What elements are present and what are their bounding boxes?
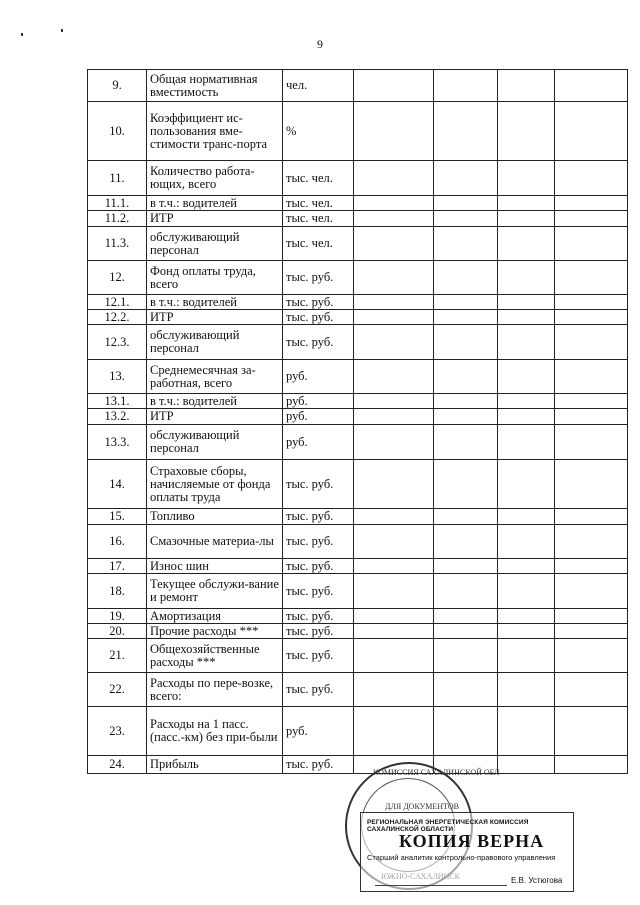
empty-value-cell (498, 310, 555, 325)
table-row (88, 624, 628, 639)
empty-value-cell (354, 673, 434, 707)
row-indicator-name: Смазочные материа-лы (147, 525, 283, 559)
row-indicator-name: Общая нормативная вместимость (147, 70, 283, 102)
empty-value-cell (498, 161, 555, 196)
row-unit: тыс. руб. (283, 559, 354, 574)
empty-value-cell (434, 196, 498, 211)
table-row (88, 227, 628, 261)
empty-value-cell (354, 161, 434, 196)
empty-value-cell (434, 409, 498, 425)
empty-value-cell (354, 325, 434, 360)
cost-table (87, 69, 628, 774)
empty-value-cell (555, 509, 628, 525)
empty-value-cell (498, 707, 555, 756)
empty-value-cell (555, 227, 628, 261)
table-row (88, 310, 628, 325)
empty-value-cell (555, 211, 628, 227)
empty-value-cell (555, 624, 628, 639)
row-unit: тыс. руб. (283, 325, 354, 360)
row-number: 13. (88, 360, 147, 394)
row-indicator-name: Текущее обслужи-вание и ремонт (147, 574, 283, 609)
table-row (88, 639, 628, 673)
table-row (88, 707, 628, 756)
row-indicator-name: ИТР (147, 409, 283, 425)
row-unit: тыс. руб. (283, 574, 354, 609)
empty-value-cell (555, 673, 628, 707)
empty-value-cell (354, 211, 434, 227)
row-unit: % (283, 102, 354, 161)
row-number: 12. (88, 261, 147, 295)
empty-value-cell (354, 295, 434, 310)
empty-value-cell (354, 624, 434, 639)
empty-value-cell (354, 310, 434, 325)
row-number: 11.1. (88, 196, 147, 211)
empty-value-cell (354, 70, 434, 102)
row-number: 13.3. (88, 425, 147, 460)
table-row (88, 559, 628, 574)
empty-value-cell (434, 161, 498, 196)
row-number: 18. (88, 574, 147, 609)
empty-value-cell (555, 409, 628, 425)
row-unit: руб. (283, 360, 354, 394)
seal-middle-text: ДЛЯ ДОКУМЕНТОВ (385, 802, 459, 811)
stamp-signer: Е.В. Устюгова (511, 876, 563, 885)
scan-speck (21, 33, 23, 36)
table-row (88, 609, 628, 624)
empty-value-cell (498, 574, 555, 609)
table-row (88, 525, 628, 559)
row-indicator-name: Прибыль (147, 756, 283, 774)
empty-value-cell (555, 525, 628, 559)
row-indicator-name: ИТР (147, 310, 283, 325)
empty-value-cell (498, 227, 555, 261)
row-indicator-name: Расходы по пере-возке, всего: (147, 673, 283, 707)
empty-value-cell (498, 609, 555, 624)
empty-value-cell (498, 325, 555, 360)
table-row (88, 425, 628, 460)
row-unit: тыс. чел. (283, 227, 354, 261)
row-number: 12.2. (88, 310, 147, 325)
row-indicator-name: Износ шин (147, 559, 283, 574)
empty-value-cell (555, 102, 628, 161)
row-number: 11. (88, 161, 147, 196)
empty-value-cell (498, 360, 555, 394)
row-unit: руб. (283, 707, 354, 756)
empty-value-cell (354, 196, 434, 211)
empty-value-cell (498, 559, 555, 574)
empty-value-cell (354, 525, 434, 559)
row-indicator-name: Амортизация (147, 609, 283, 624)
table-row (88, 509, 628, 525)
row-number: 10. (88, 102, 147, 161)
row-indicator-name: Расходы на 1 пасс. (пасс.-км) без при-были (147, 707, 283, 756)
empty-value-cell (555, 425, 628, 460)
row-number: 11.2. (88, 211, 147, 227)
row-number: 11.3. (88, 227, 147, 261)
empty-value-cell (434, 624, 498, 639)
row-number: 16. (88, 525, 147, 559)
empty-value-cell (498, 509, 555, 525)
empty-value-cell (498, 409, 555, 425)
table-row (88, 409, 628, 425)
row-indicator-name: Количество работа-ющих, всего (147, 161, 283, 196)
empty-value-cell (555, 196, 628, 211)
empty-value-cell (354, 707, 434, 756)
table-row (88, 211, 628, 227)
row-unit: тыс. руб. (283, 509, 354, 525)
row-indicator-name: Прочие расходы *** (147, 624, 283, 639)
row-number: 21. (88, 639, 147, 673)
empty-value-cell (354, 261, 434, 295)
empty-value-cell (354, 559, 434, 574)
empty-value-cell (555, 460, 628, 509)
row-indicator-name: в т.ч.: водителей (147, 196, 283, 211)
empty-value-cell (434, 574, 498, 609)
empty-value-cell (354, 460, 434, 509)
row-indicator-name: Коэффициент ис-пользования вме-стимости транс-порта (147, 102, 283, 161)
empty-value-cell (434, 310, 498, 325)
table-row (88, 574, 628, 609)
empty-value-cell (354, 509, 434, 525)
empty-value-cell (498, 624, 555, 639)
row-indicator-name: Фонд оплаты труда, всего (147, 261, 283, 295)
empty-value-cell (354, 360, 434, 394)
empty-value-cell (498, 756, 555, 774)
table-row (88, 70, 628, 102)
row-indicator-name: обслуживающий персонал (147, 425, 283, 460)
empty-value-cell (434, 295, 498, 310)
empty-value-cell (354, 409, 434, 425)
row-unit: руб. (283, 394, 354, 409)
table-row (88, 295, 628, 310)
table-row (88, 756, 628, 774)
empty-value-cell (555, 707, 628, 756)
row-indicator-name: Среднемесячная за-работная, всего (147, 360, 283, 394)
empty-value-cell (354, 227, 434, 261)
row-number: 14. (88, 460, 147, 509)
row-indicator-name: обслуживающий персонал (147, 227, 283, 261)
empty-value-cell (434, 261, 498, 295)
empty-value-cell (434, 70, 498, 102)
empty-value-cell (354, 394, 434, 409)
empty-value-cell (555, 609, 628, 624)
row-number: 19. (88, 609, 147, 624)
empty-value-cell (498, 673, 555, 707)
row-number: 17. (88, 559, 147, 574)
row-unit: тыс. руб. (283, 525, 354, 559)
empty-value-cell (498, 211, 555, 227)
empty-value-cell (555, 360, 628, 394)
empty-value-cell (498, 425, 555, 460)
row-unit: руб. (283, 425, 354, 460)
row-number: 20. (88, 624, 147, 639)
empty-value-cell (555, 325, 628, 360)
empty-value-cell (354, 609, 434, 624)
row-unit: тыс. чел. (283, 211, 354, 227)
empty-value-cell (555, 310, 628, 325)
table-row (88, 102, 628, 161)
row-number: 23. (88, 707, 147, 756)
row-number: 9. (88, 70, 147, 102)
table-row (88, 325, 628, 360)
empty-value-cell (555, 639, 628, 673)
row-unit: тыс. руб. (283, 460, 354, 509)
row-number: 24. (88, 756, 147, 774)
empty-value-cell (498, 261, 555, 295)
empty-value-cell (354, 425, 434, 460)
empty-value-cell (434, 639, 498, 673)
empty-value-cell (555, 756, 628, 774)
row-unit: тыс. руб. (283, 609, 354, 624)
empty-value-cell (434, 325, 498, 360)
empty-value-cell (498, 460, 555, 509)
empty-value-cell (498, 639, 555, 673)
seal-top-text: КОМИССИЯ САХАЛИНСКОЙ ОБЛ (373, 768, 500, 777)
row-indicator-name: обслуживающий персонал (147, 325, 283, 360)
row-unit: тыс. руб. (283, 756, 354, 774)
empty-value-cell (434, 609, 498, 624)
empty-value-cell (555, 70, 628, 102)
stamp-title: КОПИЯ ВЕРНА (399, 831, 545, 851)
empty-value-cell (555, 394, 628, 409)
row-number: 13.1. (88, 394, 147, 409)
empty-value-cell (354, 639, 434, 673)
empty-value-cell (434, 460, 498, 509)
row-unit: тыс. руб. (283, 261, 354, 295)
row-unit: чел. (283, 70, 354, 102)
table-row (88, 196, 628, 211)
table-row (88, 261, 628, 295)
row-unit: тыс. руб. (283, 310, 354, 325)
row-indicator-name: в т.ч.: водителей (147, 295, 283, 310)
row-number: 22. (88, 673, 147, 707)
empty-value-cell (498, 102, 555, 161)
empty-value-cell (434, 509, 498, 525)
empty-value-cell (434, 707, 498, 756)
empty-value-cell (498, 394, 555, 409)
empty-value-cell (555, 574, 628, 609)
row-indicator-name: ИТР (147, 211, 283, 227)
table-row (88, 360, 628, 394)
certified-copy-stamp (360, 812, 574, 892)
row-unit: тыс. руб. (283, 295, 354, 310)
page-number: 9 (317, 37, 323, 51)
row-number: 15. (88, 509, 147, 525)
empty-value-cell (434, 559, 498, 574)
row-number: 12.3. (88, 325, 147, 360)
row-unit: тыс. чел. (283, 196, 354, 211)
empty-value-cell (555, 295, 628, 310)
empty-value-cell (434, 211, 498, 227)
row-number: 13.2. (88, 409, 147, 425)
stamp-role: Старший аналитик контрольно-правового управления (367, 853, 556, 862)
row-indicator-name: Страховые сборы, начисляемые от фонда оплаты труда (147, 460, 283, 509)
row-unit: тыс. руб. (283, 624, 354, 639)
row-unit: тыс. руб. (283, 673, 354, 707)
row-number: 12.1. (88, 295, 147, 310)
empty-value-cell (555, 161, 628, 196)
empty-value-cell (434, 673, 498, 707)
empty-value-cell (498, 525, 555, 559)
row-indicator-name: Общехозяйственные расходы *** (147, 639, 283, 673)
table-row (88, 394, 628, 409)
empty-value-cell (434, 360, 498, 394)
row-indicator-name: в т.ч.: водителей (147, 394, 283, 409)
empty-value-cell (434, 227, 498, 261)
empty-value-cell (498, 295, 555, 310)
row-unit: руб. (283, 409, 354, 425)
empty-value-cell (498, 70, 555, 102)
empty-value-cell (498, 196, 555, 211)
empty-value-cell (434, 525, 498, 559)
empty-value-cell (434, 102, 498, 161)
empty-value-cell (434, 394, 498, 409)
scan-speck (61, 29, 63, 32)
empty-value-cell (354, 574, 434, 609)
row-unit: тыс. руб. (283, 639, 354, 673)
empty-value-cell (555, 559, 628, 574)
table-row (88, 673, 628, 707)
table-row (88, 161, 628, 196)
row-unit: тыс. чел. (283, 161, 354, 196)
signature-line (375, 885, 507, 886)
empty-value-cell (434, 425, 498, 460)
empty-value-cell (555, 261, 628, 295)
empty-value-cell (354, 102, 434, 161)
row-indicator-name: Топливо (147, 509, 283, 525)
table-row (88, 460, 628, 509)
stamp-organization: РЕГИОНАЛЬНАЯ ЭНЕРГЕТИЧЕСКАЯ КОМИССИЯ САХАЛИНСКОЙ ОБЛАСТИ (367, 819, 529, 833)
